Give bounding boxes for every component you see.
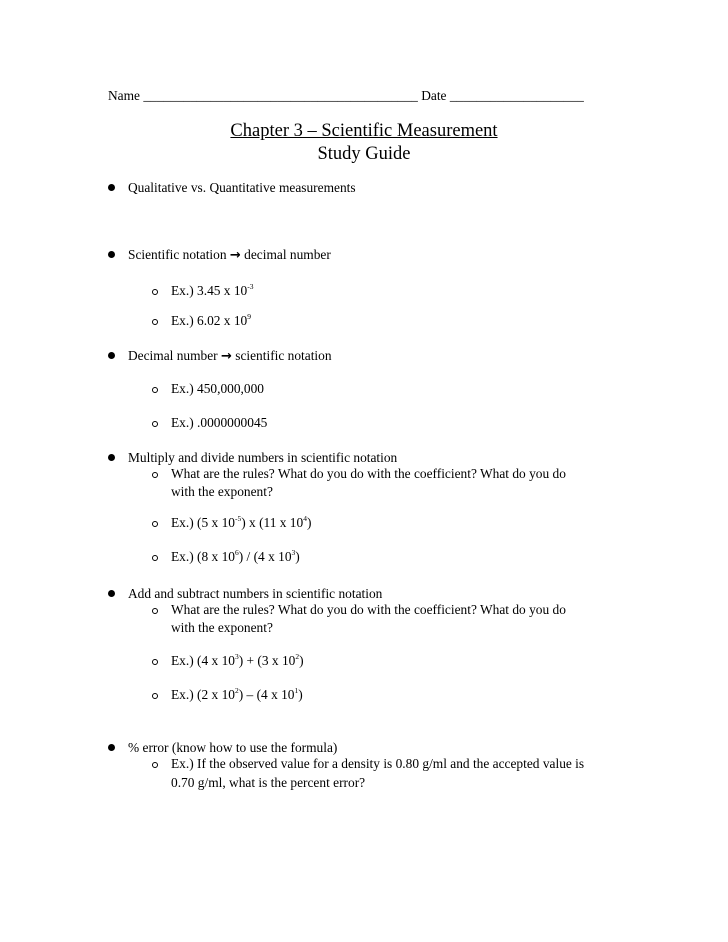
sub-bullet-icon (152, 319, 158, 325)
percent-error-example-line-1: Ex.) If the observed value for a density is 0.80 g/ml and the accepted value is (171, 756, 585, 771)
bullet-icon (108, 352, 115, 359)
name-blank: _________________________________________ (143, 88, 418, 103)
example-part: ) / (4 x 10 (238, 549, 292, 564)
right-arrow-icon: → (229, 248, 241, 263)
example-part: ) (298, 687, 303, 702)
sub-bullet-icon (152, 555, 158, 561)
bullet-icon (108, 251, 115, 258)
sub-bullet-icon (152, 521, 158, 527)
study-guide-subtitle: Study Guide (317, 144, 411, 164)
mult-div-example-1 (171, 515, 311, 531)
example-exponent: -3 (247, 282, 254, 291)
example-part: ) (306, 515, 312, 530)
add-sub-example-2 (171, 687, 303, 703)
add-sub-question-line-2: with the exponent? (171, 620, 273, 635)
example-exponent: 4 (303, 514, 307, 523)
sci-to-dec-item (128, 247, 331, 264)
sci-to-dec-example-1 (171, 283, 254, 299)
dec-to-sci-text-before: Decimal number (128, 348, 218, 363)
sci-to-dec-example-2 (171, 313, 251, 329)
example-exponent: 3 (234, 652, 239, 661)
sub-bullet-icon (152, 659, 158, 665)
name-label: Name (108, 88, 140, 103)
example-exponent: 2 (234, 686, 239, 695)
sub-bullet-icon (152, 289, 158, 295)
example-part: ) + (3 x 10 (238, 653, 296, 668)
bullet-icon (108, 454, 115, 461)
dec-to-sci-text-after: scientific notation (235, 348, 332, 363)
example-part: ) (295, 549, 300, 564)
bullet-icon (108, 744, 115, 751)
example-part: ) (299, 653, 304, 668)
date-label: Date (421, 88, 447, 103)
percent-error-example-line-2: 0.70 g/ml, what is the percent error? (171, 775, 366, 790)
sci-to-dec-text-before: Scientific notation (128, 247, 227, 262)
right-arrow-icon: → (220, 349, 232, 364)
example-part: Ex.) (2 x 10 (171, 687, 235, 702)
bullet-icon (108, 590, 115, 597)
example-exponent: -5 (234, 514, 242, 523)
mult-div-question-line-2: with the exponent? (171, 484, 273, 499)
sci-to-dec-text-after: decimal number (244, 247, 331, 262)
sub-bullet-icon (152, 387, 158, 393)
example-exponent: 1 (294, 686, 299, 695)
sub-bullet-icon (152, 762, 158, 768)
add-sub-item: Add and subtract numbers in scientific notation (128, 586, 383, 601)
mult-div-question-line-1: What are the rules? What do you do with the coefficient? What do you do (171, 466, 566, 481)
example-part: ) – (4 x 10 (238, 687, 295, 702)
example-exponent: 9 (247, 312, 251, 321)
example-exponent: 3 (291, 548, 296, 557)
example-part: Ex.) (5 x 10 (171, 515, 235, 530)
sub-bullet-icon (152, 693, 158, 699)
example-base: Ex.) 6.02 x 10 (171, 313, 248, 328)
example-part: Ex.) (8 x 10 (171, 549, 235, 564)
mult-div-example-2 (171, 549, 300, 565)
qualitative-item: Qualitative vs. Quantitative measurements (128, 180, 356, 195)
header-line (108, 88, 584, 104)
add-sub-example-1 (171, 653, 304, 669)
dec-to-sci-example-2: Ex.) .0000000045 (171, 415, 268, 430)
example-part: ) x (11 x 10 (241, 515, 304, 530)
dec-to-sci-item (128, 348, 332, 365)
example-base: Ex.) 3.45 x 10 (171, 283, 248, 298)
percent-error-item: % error (know how to use the formula) (128, 740, 338, 755)
bullet-icon (108, 184, 115, 191)
dec-to-sci-example-1: Ex.) 450,000,000 (171, 381, 264, 396)
sub-bullet-icon (152, 421, 158, 427)
sub-bullet-icon (152, 608, 158, 614)
example-part: Ex.) (4 x 10 (171, 653, 235, 668)
example-exponent: 2 (295, 652, 300, 661)
sub-bullet-icon (152, 472, 158, 478)
chapter-title: Chapter 3 – Scientific Measurement (230, 121, 498, 141)
mult-div-item: Multiply and divide numbers in scientific notation (128, 450, 398, 465)
date-blank: ____________________ (449, 88, 584, 103)
add-sub-question-line-1: What are the rules? What do you do with the coefficient? What do you do (171, 602, 566, 617)
example-exponent: 6 (234, 548, 239, 557)
